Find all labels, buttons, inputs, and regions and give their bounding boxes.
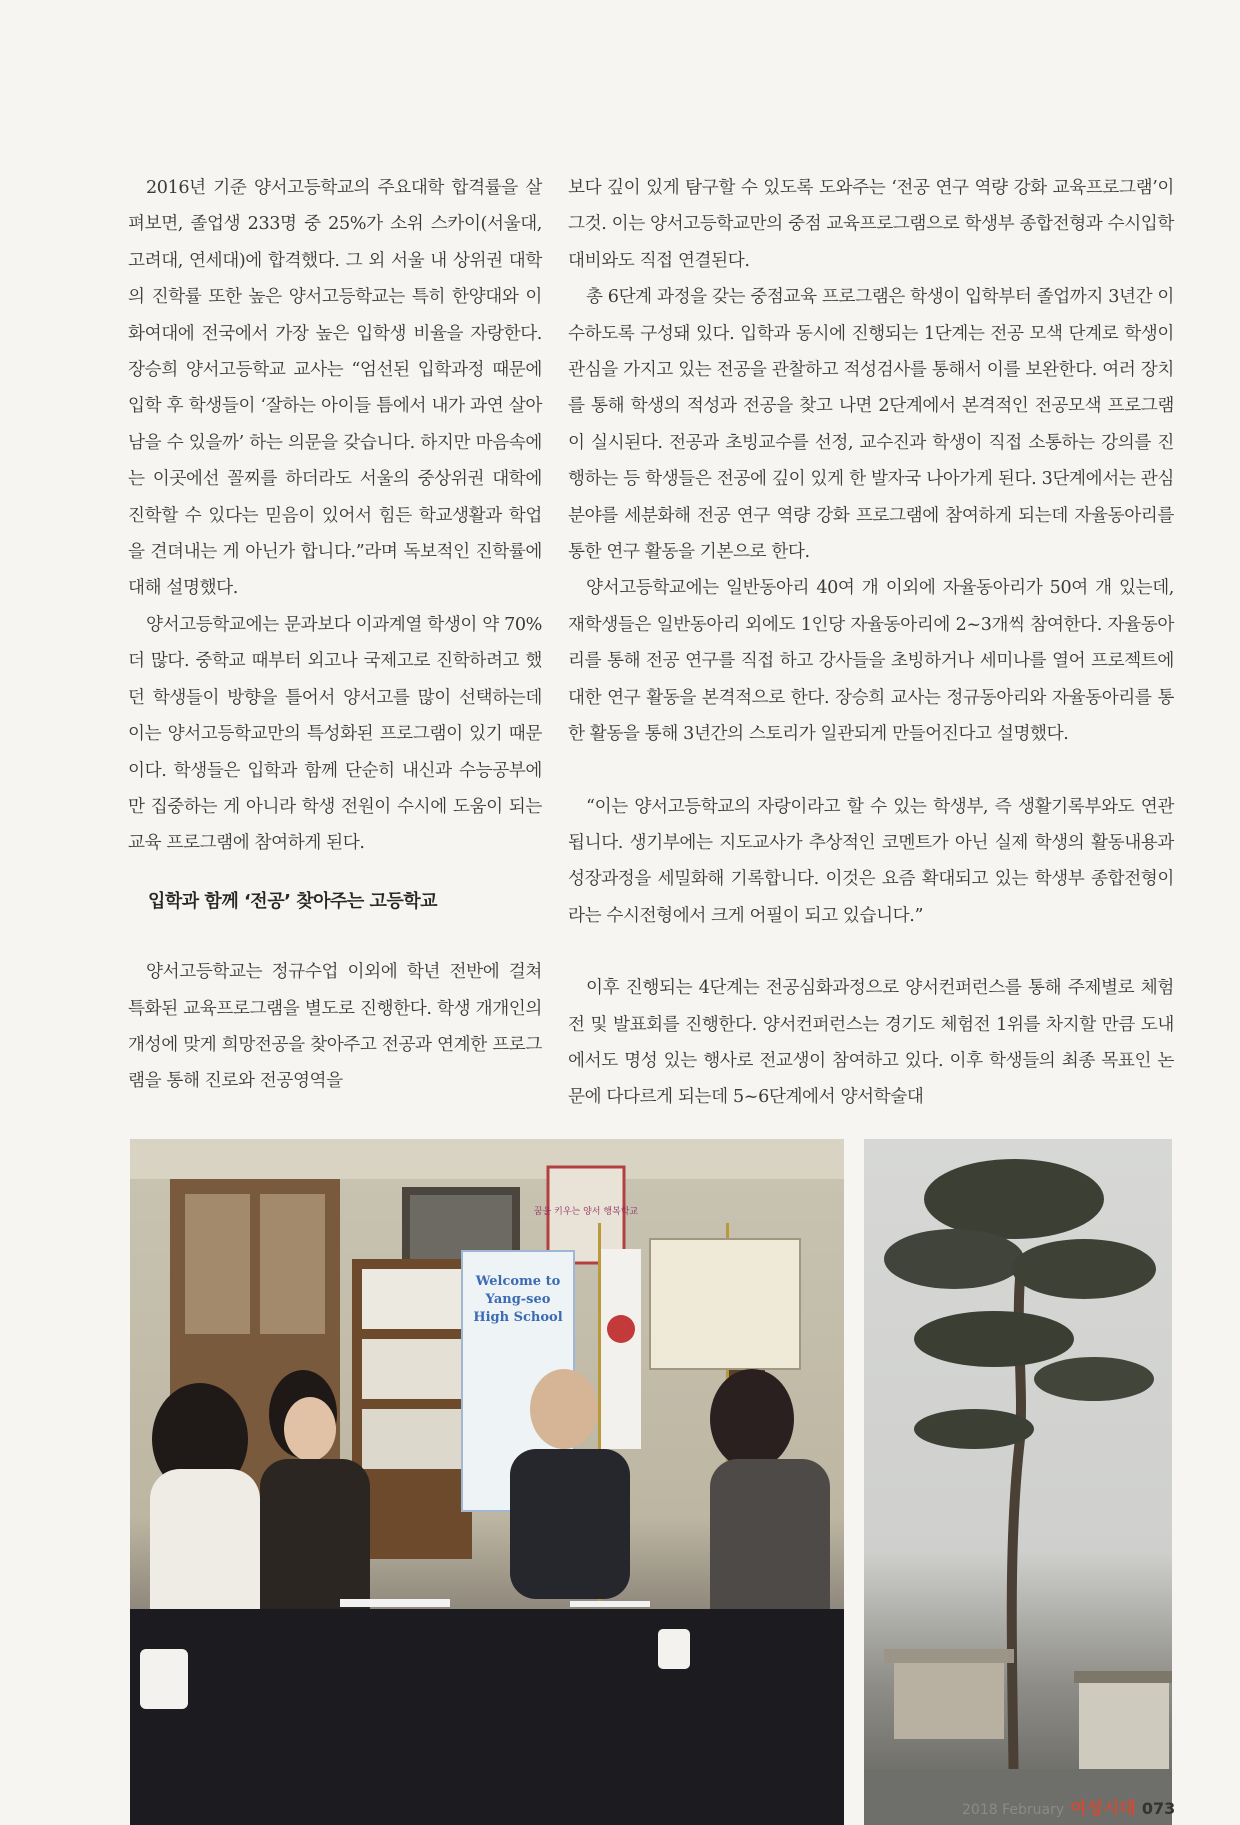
banner-text: Welcome to	[475, 1274, 561, 1289]
section-subheading: 입학과 함께 ‘전공’ 찾아주는 고등학교	[148, 890, 438, 912]
poster-text: 꿈을 키우는 양서 행복학교	[533, 1207, 639, 1217]
paragraph: 양서고등학교에는 일반동아리 40여 개 이외에 자율동아리가 50여 개 있는데, 재학생들은 일반동아리 외에도 1인당 자율동아리에 2~3개씩 참여한다. 자율동아리를 통해 전공 연구를 직접 하고 강사들을 초빙하거나 세미나를 열어 프로젝트에 대한 연구 활동을 본격적으로 한다. 장승희 교사는 정규동아리와 자율동아리를 통한 활동을 통해 3년간의 스토리가 일관되게 만들어진다고 설명했다.	[568, 578, 1174, 745]
page-number: 073	[1141, 1799, 1176, 1818]
magazine-brand: 여성시대	[1070, 1799, 1136, 1819]
pine-tree-photo	[864, 1139, 1172, 1825]
paragraph: 양서고등학교는 정규수업 이외에 학년 전반에 걸쳐 특화된 교육프로그램을 별도로 진행한다. 학생 개개인의 개성에 맞게 희망전공을 찾아주고 전공과 연계한 프로그램을 통해 진로와 전공영역을	[128, 962, 542, 1092]
page-footer	[962, 1794, 1175, 1819]
paragraph: 이후 진행되는 4단계는 전공심화과정으로 양서컨퍼런스를 통해 주제별로 체험전 및 발표회를 진행한다. 양서컨퍼런스는 경기도 체험전 1위를 차지할 만큼 도내에서도 명성 있는 행사로 전교생이 참여하고 있다. 이후 학생들의 최종 목표인 논문에 다다르게 되는데 5~6단계에서 양서학술대	[568, 978, 1174, 1108]
paragraph: 2016년 기준 양서고등학교의 주요대학 합격률을 살펴보면, 졸업생 233명 중 25%가 소위 스카이(서울대, 고려대, 연세대)에 합격했다. 그 외 서울 내 상위권 대학의 진학률 또한 높은 양서고등학교는 특히 한양대와 이화여대에 전국에서 가장 높은 입학생 비율을 자랑한다. 장승희 양서고등학교 교사는 “엄선된 입학과정 때문에 입학 후 학생들이 ‘잘하는 아이들 틈에서 내가 과연 살아남을 수 있을까’ 하는 의문을 갖습니다. 하지만 마음속에는 이곳에선 꼴찌를 하더라도 서울의 중상위권 대학에 진학할 수 있다는 믿음이 있어서 힘든 학교생활과 학업을 견뎌내는 게 아닌가 합니다.”라며 독보적인 진학률에 대해 설명했다.	[128, 178, 542, 599]
banner-text: High School	[473, 1310, 563, 1325]
interview-quote: “이는 양서고등학교의 자랑이라고 할 수 있는 학생부, 즉 생활기록부와도 연관됩니다. 생기부에는 지도교사가 추상적인 코멘트가 아닌 실제 학생의 활동내용과 성장과정을 세밀화해 기록합니다. 이것은 요즘 확대되고 있는 학생부 종합전형이라는 수시전형에서 크게 어필이 되고 있습니다.”	[568, 796, 1174, 926]
paragraph: 양서고등학교에는 문과보다 이과계열 학생이 약 70% 더 많다. 중학교 때부터 외고나 국제고로 진학하려고 했던 학생들이 방향을 틀어서 양서고를 많이 선택하는데 이는 양서고등학교만의 특성화된 프로그램이 있기 때문이다. 학생들은 입학과 함께 단순히 내신과 수능공부에만 집중하는 게 아니라 학생 전원이 수시에 도움이 되는 교육 프로그램에 참여하게 된다.	[128, 614, 542, 854]
article-left-column	[128, 170, 542, 1100]
paragraph: 보다 깊이 있게 탐구할 수 있도록 도와주는 ‘전공 연구 역량 강화 교육프로그램’이 그것. 이는 양서고등학교만의 중점 교육프로그램으로 학생부 종합전형과 수시입학 대비와도 직접 연결된다.	[568, 178, 1174, 271]
pine-tree-illustration	[864, 1139, 1172, 1825]
issue-date: 2018 February	[962, 1802, 1065, 1818]
interview-photo-illustration	[130, 1139, 844, 1825]
article-right-column	[568, 170, 1174, 1116]
interview-photo	[130, 1139, 844, 1825]
paragraph: 총 6단계 과정을 갖는 중점교육 프로그램은 학생이 입학부터 졸업까지 3년간 이수하도록 구성돼 있다. 입학과 동시에 진행되는 1단계는 전공 모색 단계로 학생이 관심을 가지고 있는 전공을 관찰하고 적성검사를 통해서 이를 보완한다. 여러 장치를 통해 학생의 적성과 전공을 찾고 나면 2단계에서 본격적인 전공모색 프로그램이 실시된다. 전공과 초빙교수를 선정, 교수진과 학생이 직접 소통하는 강의를 진행하는 등 학생들은 전공에 깊이 있게 한 발자국 나아가게 된다. 3단계에서는 관심 분야를 세분화해 전공 연구 역량 강화 프로그램에 참여하게 되는데 자율동아리를 통한 연구 활동을 기본으로 한다.	[568, 287, 1174, 563]
banner-text: Yang-seo	[485, 1292, 551, 1307]
